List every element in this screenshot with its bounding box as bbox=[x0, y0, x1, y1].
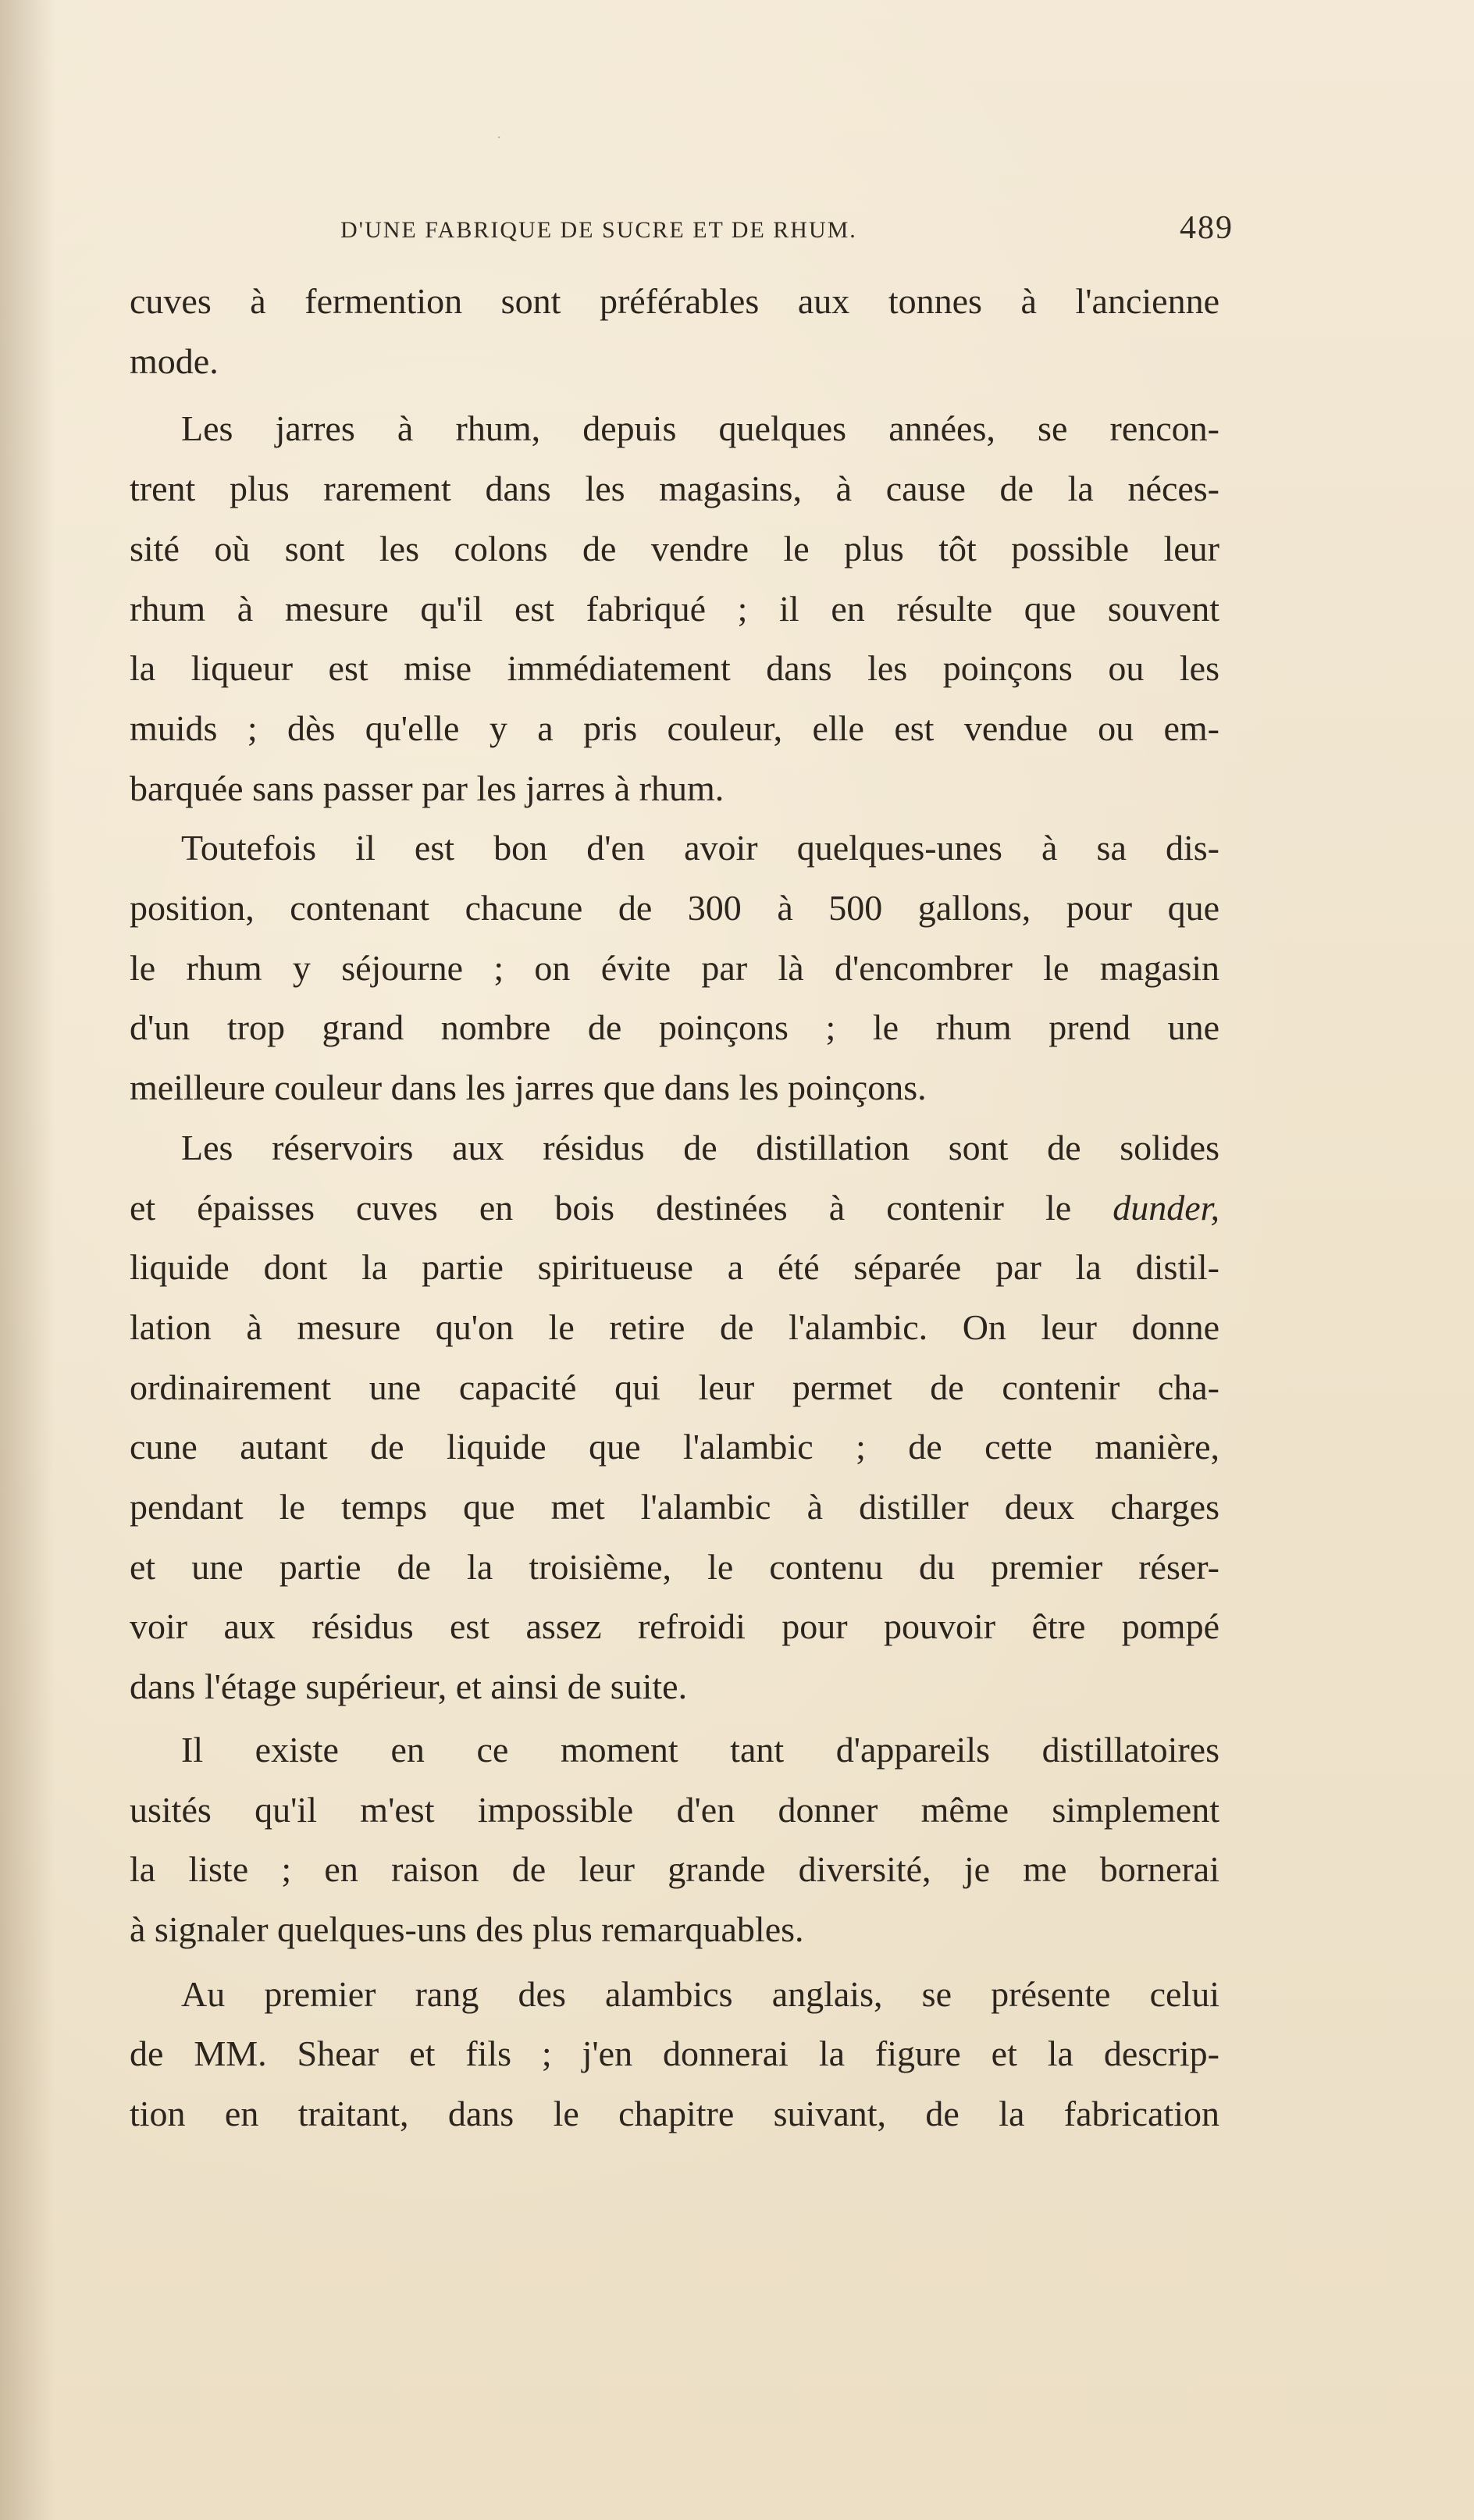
paragraph bbox=[130, 272, 1219, 391]
text-line: barquée sans passer par les jarres à rhum. bbox=[130, 768, 725, 808]
text-line: trent plus rarement dans les magasins, à cause de la néces- bbox=[130, 469, 1219, 509]
text-line: le rhum y séjourne ; on évite par là d'encombrer le magasin bbox=[130, 947, 1219, 988]
text-line: et une partie de la troisième, le contenu du premier réser- bbox=[130, 1546, 1219, 1587]
text-line: rhum à mesure qu'il est fabriqué ; il en résulte que souvent bbox=[130, 588, 1219, 629]
text-line: sité où sont les colons de vendre le plus tôt possible leur bbox=[130, 528, 1219, 569]
text-line: cuves à fermention sont préférables aux tonnes à l'ancienne bbox=[130, 281, 1219, 321]
text-line: muids ; dès qu'elle y a pris couleur, elle est vendue ou em- bbox=[130, 708, 1219, 748]
text-line: ordinairement une capacité qui leur permet de contenir cha- bbox=[130, 1367, 1219, 1407]
text-line: la liqueur est mise immédiatement dans les poinçons ou les bbox=[130, 648, 1219, 689]
binding-shadow bbox=[0, 0, 55, 2520]
italic-term: dunder, bbox=[1113, 1187, 1219, 1228]
text-line: la liste ; en raison de leur grande diversité, je me bornerai bbox=[130, 1849, 1219, 1890]
text-line: lation à mesure qu'on le retire de l'alambic. On leur donne bbox=[130, 1306, 1219, 1347]
text-line: Les réservoirs aux résidus de distillation sont de solides bbox=[181, 1127, 1219, 1167]
text-line: tion en traitant, dans le chapitre suivant, de la fabrication bbox=[130, 2094, 1219, 2134]
text-line: Les jarres à rhum, depuis quelques années, se rencon- bbox=[181, 408, 1219, 449]
text-line: usités qu'il m'est impossible d'en donner même simplement bbox=[130, 1789, 1219, 1830]
text-line: position, contenant chacune de 300 à 500 gallons, pour que bbox=[130, 888, 1219, 929]
text-line: Au premier rang des alambics anglais, se présente celui bbox=[181, 1973, 1219, 2014]
ink-speck-mark: ⋅ bbox=[497, 130, 502, 146]
body-text bbox=[130, 272, 1219, 2144]
text-segment: et épaisses cuves en bois destinées à contenir le bbox=[130, 1187, 1072, 1228]
text-line: pendant le temps que met l'alambic à distiller deux charges bbox=[130, 1487, 1219, 1527]
page-number: 489 bbox=[1180, 210, 1234, 246]
text-line: dans l'étage supérieur, et ainsi de suite. bbox=[130, 1666, 688, 1707]
text-line: liquide dont la partie spiritueuse a été séparée par la distil- bbox=[130, 1247, 1219, 1288]
text-line: mode. bbox=[130, 340, 219, 381]
paragraph bbox=[130, 399, 1219, 818]
running-header bbox=[125, 209, 1234, 248]
text-line: de MM. Shear et fils ; j'en donnerai la figure et la descrip- bbox=[130, 2033, 1219, 2074]
text-line: voir aux résidus est assez refroidi pour pouvoir être pompé bbox=[130, 1606, 1219, 1647]
paragraph bbox=[130, 1720, 1219, 1960]
text-line: cune autant de liquide que l'alambic ; de cette manière, bbox=[130, 1427, 1219, 1467]
running-title: D'UNE FABRIQUE DE SUCRE ET DE RHUM. bbox=[340, 217, 857, 243]
text-line: à signaler quelques-uns des plus remarquables. bbox=[130, 1909, 804, 1949]
text-line: Il existe en ce moment tant d'appareils distillatoires bbox=[181, 1729, 1219, 1770]
paragraph bbox=[130, 1118, 1219, 1717]
text-line: Toutefois il est bon d'en avoir quelques-unes à sa dis- bbox=[181, 828, 1219, 868]
text-line: d'un trop grand nombre de poinçons ; le rhum prend une bbox=[130, 1007, 1219, 1048]
text-line: meilleure couleur dans les jarres que dans les poinçons. bbox=[130, 1068, 927, 1108]
text-line bbox=[130, 1178, 1219, 1239]
paragraph bbox=[130, 1965, 1219, 2144]
paragraph bbox=[130, 818, 1219, 1118]
